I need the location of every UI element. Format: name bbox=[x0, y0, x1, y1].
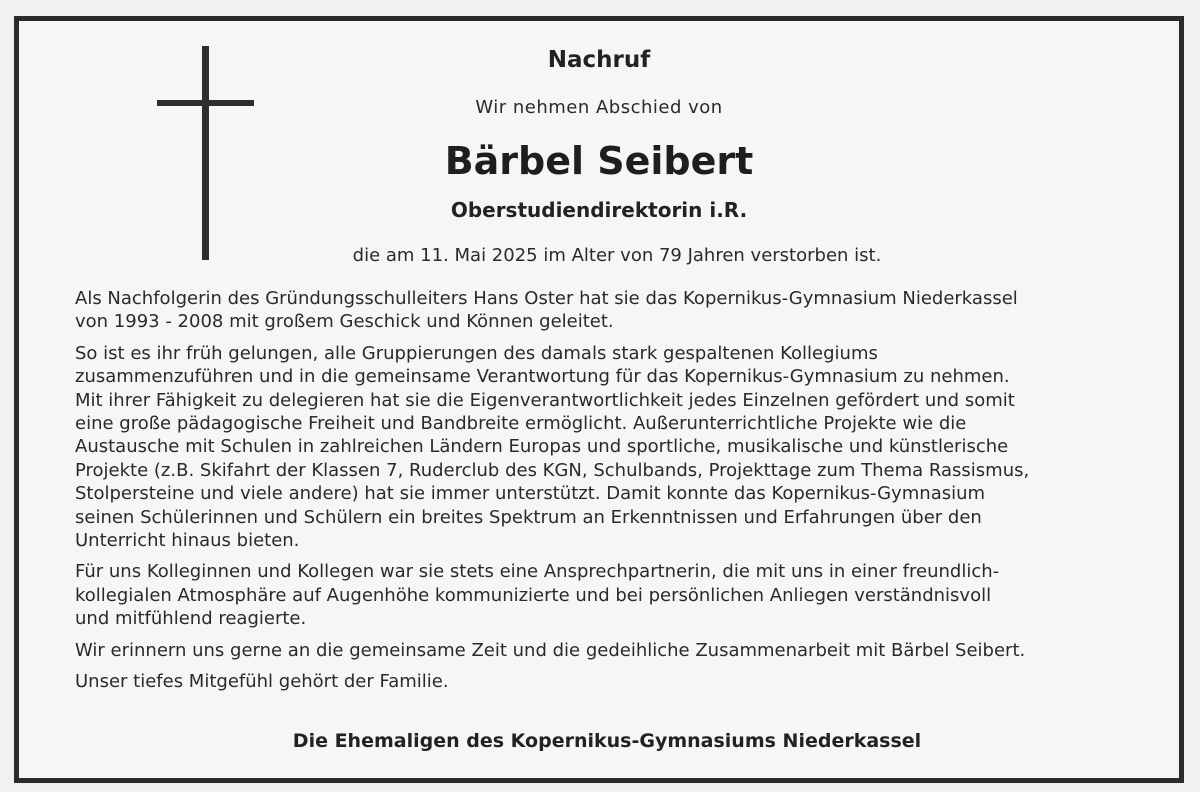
body-paragraph bbox=[75, 287, 1135, 334]
body-line: Unser tiefes Mitgefühl gehört der Familie. bbox=[75, 671, 449, 693]
body-line: eine große pädagogische Freiheit und Bandbreite ermöglicht. Außerunterrichtliche Projekte wie die bbox=[75, 413, 967, 435]
body-line: Für uns Kolleginnen und Kollegen war sie stets eine Ansprechpartnerin, die mit uns in einer freundlich- bbox=[75, 561, 1000, 583]
body-line: seinen Schülerinnen und Schülern ein breites Spektrum an Erkenntnissen und Erfahrungen über den bbox=[75, 506, 982, 528]
body-paragraph bbox=[75, 639, 1135, 662]
body-line: und mitfühlend reagierte. bbox=[75, 608, 307, 630]
body-line: Als Nachfolgerin des Gründungsschulleiters Hans Oster hat sie das Kopernikus-Gymnasium Niederkassel bbox=[75, 288, 1018, 309]
body-line: Wir erinnern uns gerne an die gemeinsame Zeit und die gedeihliche Zusammenarbeit mit Bärbel Seibert. bbox=[75, 639, 1026, 661]
obituary-frame bbox=[14, 16, 1184, 783]
deceased-title: Oberstudiendirektorin i.R. bbox=[450, 198, 748, 222]
body-line: Austausche mit Schulen in zahlreichen Ländern Europas und sportliche, musikalische und künstlerische bbox=[75, 436, 1009, 458]
body-line: von 1993 - 2008 mit großem Geschick und Können geleitet. bbox=[75, 311, 614, 333]
body-line: Unterricht hinaus bieten. bbox=[75, 530, 300, 552]
obituary-body bbox=[75, 287, 1135, 702]
body-line: Mit ihrer Fähigkeit zu delegieren hat sie die Eigenverantwortlichkeit jedes Einzelnen gefördert und somit bbox=[75, 389, 1015, 411]
body-paragraph bbox=[75, 560, 1135, 630]
body-line: kollegialen Atmosphäre auf Augenhöhe kommunizierte und bei persönlichen Anliegen verständnisvoll bbox=[75, 584, 992, 606]
date-of-death-line: die am 11. Mai 2025 im Alter von 79 Jahren verstorben ist. bbox=[352, 245, 882, 266]
deceased-name: Bärbel Seibert bbox=[444, 139, 754, 183]
body-line: Stolpersteine und viele andere) hat sie immer unterstützt. Damit konnte das Kopernikus-Gymnasium bbox=[75, 483, 986, 505]
signature: Die Ehemaligen des Kopernikus-Gymnasiums Niederkassel bbox=[292, 730, 922, 752]
obituary-heading: Nachruf bbox=[547, 47, 651, 73]
body-line: So ist es ihr früh gelungen, alle Gruppierungen des damals stark gespaltenen Kollegiums bbox=[75, 342, 878, 364]
body-line: zusammenzuführen und in die gemeinsame Verantwortung für das Kopernikus-Gymnasium zu nehmen. bbox=[75, 366, 1010, 388]
body-paragraph bbox=[75, 670, 1135, 693]
body-line: Projekte (z.B. Skifahrt der Klassen 7, Ruderclub des KGN, Schulbands, Projekttage zum Thema Rassismus, bbox=[75, 459, 1030, 481]
intro-text: Wir nehmen Abschied von bbox=[475, 97, 723, 118]
body-paragraph bbox=[75, 342, 1135, 553]
